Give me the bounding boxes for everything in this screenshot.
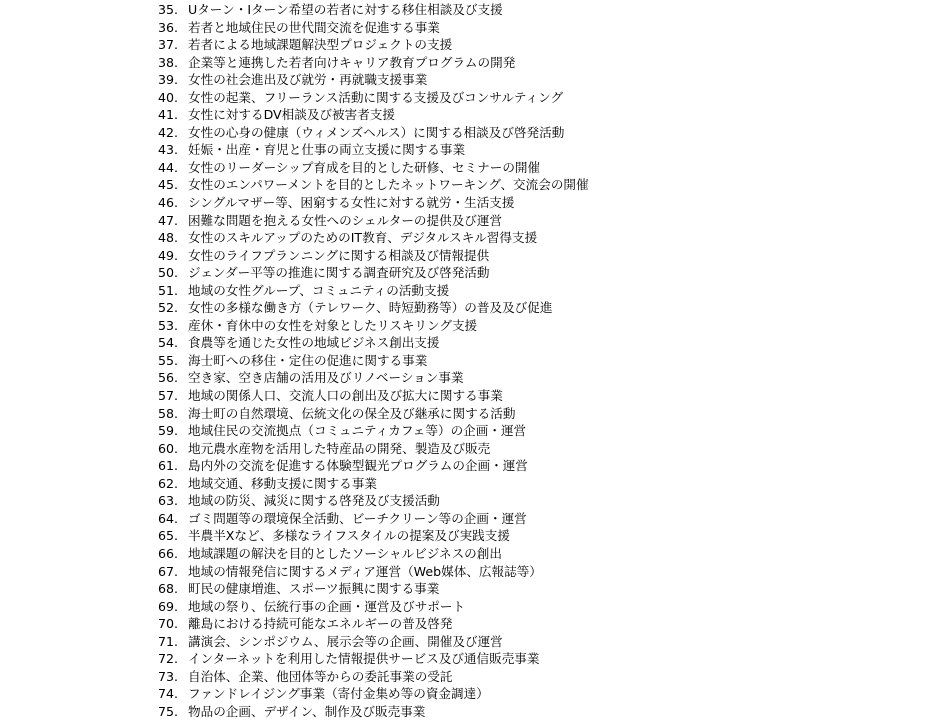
item-text: シングルマザー等、困窮する女性に対する就労・生活支援 [188,195,515,211]
list-item [158,282,589,300]
list-item [158,71,589,89]
item-number: 40. [158,89,179,105]
item-text: 地元農水産物を活用した特産品の開発、製造及び販売 [188,440,491,456]
item-number: 62. [158,475,179,491]
item-text: 食農等を通じた女性の地域ビジネス創出支援 [188,335,440,351]
list-item [158,650,589,668]
item-number: 43. [158,142,179,158]
list-item [158,229,589,247]
list-item [158,510,589,528]
item-text: ゴミ問題等の環境保全活動、ビーチクリーン等の企画・運営 [188,510,527,526]
list-item [158,247,589,265]
item-text: 女性の社会進出及び就労・再就職支援事業 [188,72,428,88]
item-number: 50. [158,265,179,281]
list-item [158,212,589,230]
item-number: 38. [158,54,179,70]
item-number: 56. [158,370,179,386]
item-text: 女性のスキルアップのためのIT教育、デジタルスキル習得支援 [188,230,538,246]
item-text: 産休・育休中の女性を対象としたリスキリング支援 [188,317,478,333]
list-item [158,668,589,686]
item-number: 42. [158,124,179,140]
list-item [158,54,589,72]
item-text: 地域住民の交流拠点（コミュニティカフェ等）の企画・運営 [188,423,527,439]
item-text: 半農半Xなど、多様なライフスタイルの提案及び実践支援 [188,528,510,544]
item-text: 地域の女性グループ、コミュニティの活動支援 [188,282,450,298]
item-text: 物品の企画、デザイン、制作及び販売事業 [188,703,426,719]
item-number: 65. [158,528,179,544]
list-item [158,703,589,720]
list-item [158,124,589,142]
item-text: 女性の起業、フリーランス活動に関する支援及びコンサルティング [188,89,564,105]
list-item [158,545,589,563]
item-number: 37. [158,37,179,53]
item-text: 島内外の交流を促進する体験型観光プログラムの企画・運営 [188,458,528,474]
item-text: Uターン・Iターン希望の若者に対する移住相談及び支援 [188,2,503,17]
list-item [158,36,589,54]
list-item [158,299,589,317]
list-item [158,141,589,159]
item-number: 36. [158,19,179,35]
list-item [158,615,589,633]
item-text: 地域の防災、減災に関する啓発及び支援活動 [188,493,440,509]
item-text: 若者による地域課題解決型プロジェクトの支援 [188,37,453,53]
item-text: 女性の多様な働き方（テレワーク、時短勤務等）の普及及び促進 [188,300,553,316]
list-item [158,352,589,370]
item-number: 60. [158,440,179,456]
item-number: 73. [158,668,179,684]
list-item [158,1,589,19]
item-text: 海士町への移住・定住の促進に関する事業 [188,352,428,368]
item-text: 若者と地域住民の世代間交流を促進する事業 [188,19,440,35]
list-item [158,334,589,352]
list-item [158,440,589,458]
list-item [158,317,589,335]
item-text: 地域交通、移動支援に関する事業 [188,475,377,491]
item-text: 空き家、空き店舗の活用及びリノベーション事業 [188,370,464,386]
item-number: 45. [158,177,179,193]
item-number: 55. [158,352,179,368]
item-text: 女性のエンパワーメントを目的としたネットワーキング、交流会の開催 [188,177,589,193]
item-number: 49. [158,247,179,263]
list-item [158,89,589,107]
list-item [158,492,589,510]
list-item [158,527,589,545]
list-item [158,387,589,405]
list-item [158,264,589,282]
item-text: インターネットを利用した情報提供サービス及び通信販売事業 [188,651,540,667]
item-text: 妊娠・出産・育児と仕事の両立支援に関する事業 [188,142,466,158]
item-number: 58. [158,405,179,421]
item-number: 69. [158,598,179,614]
item-number: 41. [158,107,179,123]
item-text: 女性のライフプランニングに関する相談及び情報提供 [188,247,490,263]
item-number: 59. [158,423,179,439]
item-number: 46. [158,195,179,211]
item-number: 71. [158,633,179,649]
item-number: 53. [158,317,179,333]
list-item [158,106,589,124]
list-item [158,598,589,616]
list-item [158,685,589,703]
item-text: 困難な問題を抱える女性へのシェルターの提供及び運営 [188,212,503,228]
list-item [158,563,589,581]
list-item [158,369,589,387]
list-item [158,405,589,423]
list-item [158,176,589,194]
item-text: 地域課題の解決を目的としたソーシャルビジネスの創出 [188,545,502,561]
item-text: 自治体、企業、他団体等からの委託事業の受託 [188,668,453,684]
list-item [158,194,589,212]
item-number: 64. [158,510,179,526]
item-number: 61. [158,458,179,474]
item-number: 63. [158,493,179,509]
list-item [158,422,589,440]
list-item [158,475,589,493]
item-text: 企業等と連携した若者向けキャリア教育プログラムの開発 [188,54,516,70]
item-text: ジェンダー平等の推進に関する調査研究及び啓発活動 [188,265,490,281]
item-text: ファンドレイジング事業（寄付金集め等の資金調達） [188,686,489,702]
item-number: 67. [158,563,179,579]
item-number: 72. [158,651,179,667]
item-text: 町民の健康増進、スポーツ振興に関する事業 [188,581,440,597]
item-number: 39. [158,72,179,88]
item-number: 75. [158,703,179,719]
item-number: 57. [158,388,179,404]
list-item [158,159,589,177]
item-number: 74. [158,686,179,702]
item-number: 52. [158,300,179,316]
item-text: 地域の関係人口、交流人口の創出及び拡大に関する事業 [188,388,503,404]
item-number: 68. [158,581,179,597]
item-number: 44. [158,159,179,175]
item-number: 54. [158,335,179,351]
item-text: 女性に対するDV相談及び被害者支援 [188,107,395,123]
item-text: 海士町の自然環境、伝統文化の保全及び継承に関する活動 [188,405,516,421]
item-text: 講演会、シンポジウム、展示会等の企画、開催及び運営 [188,633,503,649]
list-item [158,457,589,475]
item-number: 35. [158,2,179,17]
item-text: 離島における持続可能なエネルギーの普及啓発 [188,616,453,632]
item-text: 女性の心身の健康（ウィメンズヘルス）に関する相談及び啓発活動 [188,124,565,140]
list-item [158,580,589,598]
item-text: 地域の祭り、伝統行事の企画・運営及びサポート [188,598,466,614]
item-number: 51. [158,282,179,298]
item-text: 女性のリーダーシップ育成を目的とした研修、セミナーの開催 [188,159,541,175]
item-number: 48. [158,230,179,246]
list-item [158,19,589,37]
item-number: 47. [158,212,179,228]
list-item [158,633,589,651]
item-text: 地域の情報発信に関するメディア運営（Web媒体、広報誌等） [188,563,542,579]
item-number: 70. [158,616,179,632]
business-purpose-list [158,1,589,720]
item-number: 66. [158,545,179,561]
